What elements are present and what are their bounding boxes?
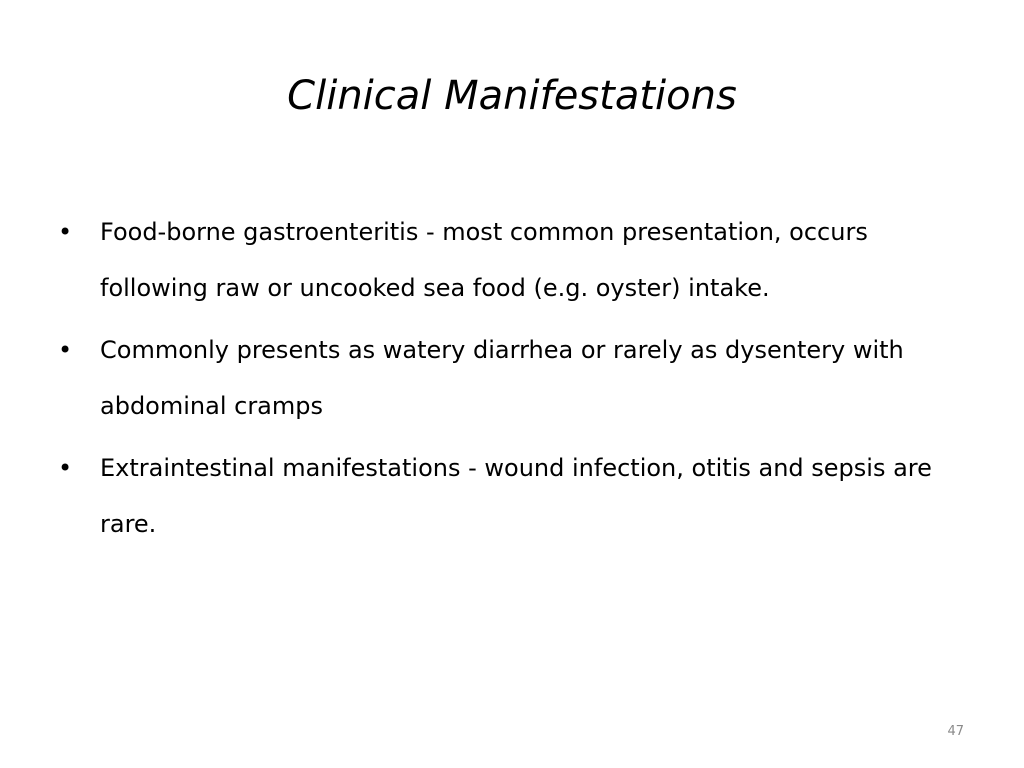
bullet-marker: • <box>58 336 73 364</box>
bullet-item-diarrhea <box>58 322 958 434</box>
bullet-marker: • <box>58 218 73 246</box>
bullet-text: Commonly presents as watery diarrhea or rarely as dysentery with abdominal cramps <box>100 336 904 420</box>
page-number: 47 <box>947 724 964 739</box>
bullet-list <box>58 204 958 558</box>
bullet-text: Extraintestinal manifestations - wound infection, otitis and sepsis are rare. <box>100 454 932 538</box>
bullet-item-foodborne <box>58 204 958 316</box>
bullet-marker: • <box>58 454 73 482</box>
bullet-item-extraintestinal <box>58 440 958 552</box>
slide-title: Clinical Manifestations <box>287 73 737 119</box>
bullet-text: Food-borne gastroenteritis - most common presentation, occurs following raw or uncooked sea food (e.g. oyster) intake. <box>100 218 868 302</box>
